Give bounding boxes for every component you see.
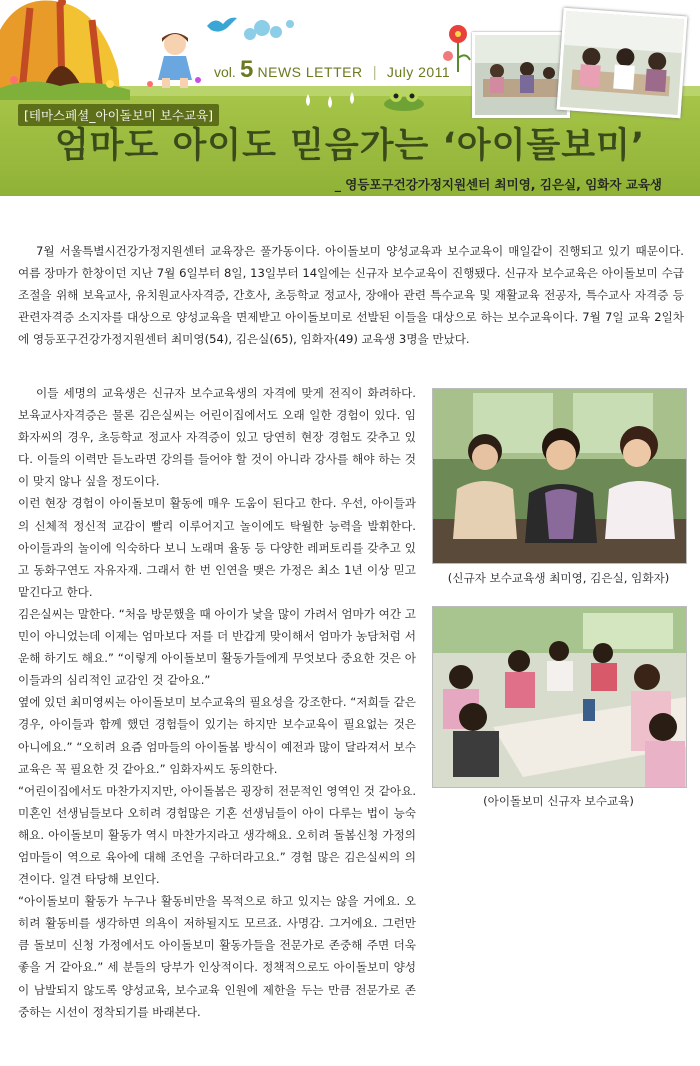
class-photo: [432, 606, 687, 788]
bird-icon: [205, 14, 239, 36]
newsletter-header: [0, 0, 700, 215]
interview-photo: [432, 388, 687, 564]
body-paragraph: “아이돌보미 활동가 누구나 활동비만을 목적으로 하고 있지는 않을 거에요. 오히려 활동비를 생각하면 의욕이 저하될지도 모르죠. 사명감. 그거에요. 그런만큼 돌보미 신청 가정에서도 아이돌보미 활동가들을 전문가로 존중해 주면 더욱 좋을 거 같아요.” 세 분들의 당부가 인상적이다. 정책적으로도 아이돌보미 양성이 남발되지 않도록 양성교육, 보수교육 인원에 제한을 두는 만큼 전문가로 존중하는 시선이 정착되기를 바래본다.: [18, 894, 416, 1019]
issue-info: [214, 56, 450, 84]
issue-separator: |: [372, 64, 377, 81]
body-paragraph: 이런 현장 경험이 아이돌보미 활동에 매우 도움이 된다고 한다. 우선, 아이들과의 신체적 정신적 교감이 빨리 이루어지고 놀이에도 탁월한 능력을 발휘한다. 아이들과의 놀이에 익숙하다 보니 노래며 율동 등 다양한 레퍼토리를 갖추고 있고 동화구연도 자유자재. 그래서 한 번 인연을 맺은 가정은 최소 1년 이상 믿고 맡긴다고 한다.: [18, 496, 416, 599]
photo-caption: (아이돌보미 신규자 보수교육): [483, 794, 634, 808]
header-photo-small: [472, 32, 570, 118]
cloud-decoration: [240, 14, 300, 44]
vol-label: vol.: [214, 64, 236, 80]
section-tag: [테마스페셜_아이돌보미 보수교육]: [18, 104, 219, 126]
article-byline: _ 영등포구건강가정지원센터 최미영, 김은실, 임화자 교육생: [334, 177, 662, 192]
raindrop-decoration: [300, 92, 380, 110]
header-photo-large: [557, 8, 688, 118]
photo-caption: (신규자 보수교육생 최미영, 김은실, 임화자): [447, 571, 670, 585]
tent-illustration: [0, 0, 130, 100]
intro-paragraph: 7월 서울특별시건강가정지원센터 교육장은 풀가동이다. 아이돌보미 양성교육과 보수교육이 매일같이 진행되고 있기 때문이다. 여름 장마가 한창이던 지난 7월 6일부터 8일, 13일부터 14일에는 신규자 보수교육이 진행됐다. 신규자 보수교육은 아이돌보미 수급조절을 위해 보육교사, 유치원교사자격증, 간호사, 초등학교 정교사, 장애아 관련 특수교육 및 재활교육 전공자, 특수교사 자격증 등 관련자격증 소지자를 대상으로 양성교육을 면제받고 아이돌보미로 선발된 이들을 대상으로 하는 보수교육이다. 7월 7일 교육 2일차에 영등포구건강가정지원센터 최미영(54), 김은실(65), 임화자(49) 교육생 3명을 만났다.: [18, 244, 684, 346]
article-body: [18, 382, 416, 1023]
article-title: 엄마도 아이도 믿음가는 ‘아이돌보미’: [54, 126, 646, 166]
body-paragraph: “어린이집에서도 마찬가지지만, 아이돌봄은 굉장히 전문적인 영역인 것 같아요. 미혼인 선생님들보다 오히려 경험많은 기혼 선생님들이 아이 다루는 법이 능숙해요. 아이돌보미 활동가 역시 마찬가지라고 생각해요. 오히려 돌봄신청 가정의 엄마들이 역으로 육아에 대해 조언을 구하더라고요.” 경험 많은 김은실씨의 의견이다. 일견 타당해 보인다.: [18, 783, 416, 887]
body-paragraph: 옆에 있던 최미영씨는 아이돌보미 보수교육의 필요성을 강조한다. “저희들 같은 경우, 아이들과 함께 했던 경험들이 있기는 하지만 보수교육이 필요없는 것은 아니에요.” “오히려 요즘 엄마들의 아이돌봄 방식이 예전과 많이 달라져서 보수교육은 꼭 필요한 것 같아요.” 임화자씨도 동의한다.: [18, 695, 416, 776]
body-paragraph: 김은실씨는 말한다. “처음 방문했을 때 아이가 낯을 많이 가려서 엄마가 여간 고민이 아니었는데 이제는 엄마보다 저를 더 반갑게 맞이해서 엄마가 농담처럼 서운해 하기도 해요.” “이렇게 아이돌보미 활동가들에게 무엇보다 중요한 것은 아이들과의 심리적인 교감인 것 같아요.”: [18, 606, 416, 688]
girl-illustration: [140, 30, 210, 90]
vol-number: 5: [239, 56, 254, 83]
frog-icon: [382, 86, 426, 112]
newsletter-label: NEWS LETTER: [257, 64, 363, 80]
body-paragraph: 이들 세명의 교육생은 신규자 보수교육생의 자격에 맞게 전직이 화려하다. 보육교사자격증은 물론 김은실씨는 어린이집에서도 오래 일한 경험이 있다. 임화자씨의 경우, 초등학교 정교사 자격증이 있고 당연히 현장 경험도 갖추고 있다. 이들의 이력만 듣노라면 강의를 들어야 할 것이 아니라 강사를 해야 하는 것이 맞지 않나 싶을 정도이다.: [18, 386, 416, 489]
issue-date: July 2011: [386, 64, 451, 80]
